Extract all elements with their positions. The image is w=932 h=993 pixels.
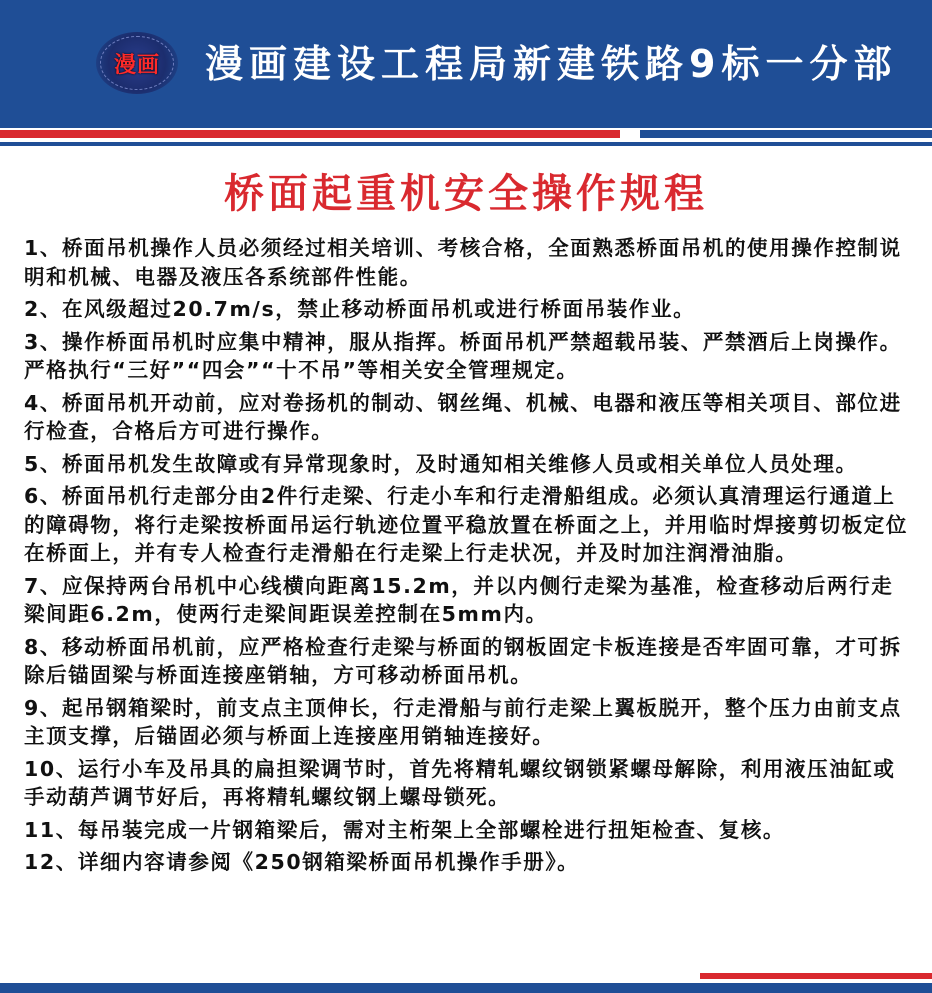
rules-list <box>24 234 912 881</box>
rule-item-2: 2、在风级超过20.7m/s，禁止移动桥面吊机或进行桥面吊装作业。 <box>24 297 696 321</box>
header-banner <box>0 0 932 128</box>
footer-stripe-red <box>0 973 932 979</box>
company-logo <box>96 32 178 94</box>
organization-title: 漫画建设工程局新建铁路9标一分部 <box>205 42 898 86</box>
rule-item-9: 9、起吊钢箱梁时，前支点主顶伸长，行走滑船与前行走梁上翼板脱开，整个压力由前支点主顶支撑，后锚固必须与桥面上连接座用销轴连接好。 <box>24 695 902 748</box>
rule-item-1: 1、桥面吊机操作人员必须经过相关培训、考核合格，全面熟悉桥面吊机的使用操作控制说明和机械、电器及液压各系统部件性能。 <box>24 236 902 289</box>
rule-item-11: 11、每吊装完成一片钢箱梁后，需对主桁架上全部螺栓进行扭矩检查、复核。 <box>24 817 786 842</box>
header-divider <box>0 142 932 146</box>
rule-item-7: 7、应保持两台吊机中心线横向距离15.2m，并以内侧行走梁为基准，检查移动后两行走梁间距6.2m，使两行走梁间距误差控制在5mm内。 <box>24 573 894 626</box>
rule-item-3: 3、操作桥面吊机时应集中精神，服从指挥。桥面吊机严禁超载吊装、严禁酒后上岗操作。严格执行“三好”“四会”“十不吊”等相关安全管理规定。 <box>24 329 902 382</box>
logo-text: 漫画 <box>113 52 160 78</box>
rule-item-4: 4、桥面吊机开动前，应对卷扬机的制动、钢丝绳、机械、电器和液压等相关项目、部位进行检查，合格后方可进行操作。 <box>24 390 902 443</box>
rule-item-5: 5、桥面吊机发生故障或有异常现象时，及时通知相关维修人员或相关单位人员处理。 <box>24 451 858 476</box>
header-stripe <box>0 128 932 142</box>
rule-item-10: 10、运行小车及吊具的扁担梁调节时，首先将精轧螺纹钢锁紧螺母解除，利用液压油缸或手动葫芦调节好后，再将精轧螺纹钢上螺母锁死。 <box>24 756 896 809</box>
footer-stripe-blue <box>0 983 932 993</box>
rule-item-6: 6、桥面吊机行走部分由2件行走梁、行走小车和行走滑船组成。必须认真清理运行通道上的障碍物，将行走梁按桥面吊运行轨迹位置平稳放置在桥面之上，并用临时焊接剪切板定位在桥面上，并有专人检查行走滑船在行走梁上行走状况，并及时加注润滑油脂。 <box>24 484 908 565</box>
document-title: 桥面起重机安全操作规程 <box>224 171 708 217</box>
rule-item-12: 12、详细内容请参阅《250钢箱梁桥面吊机操作手册》。 <box>24 850 580 874</box>
rule-item-8: 8、移动桥面吊机前，应严格检查行走梁与桥面的钢板固定卡板连接是否牢固可靠，才可拆除后锚固梁与桥面连接座销轴，方可移动桥面吊机。 <box>24 634 902 687</box>
